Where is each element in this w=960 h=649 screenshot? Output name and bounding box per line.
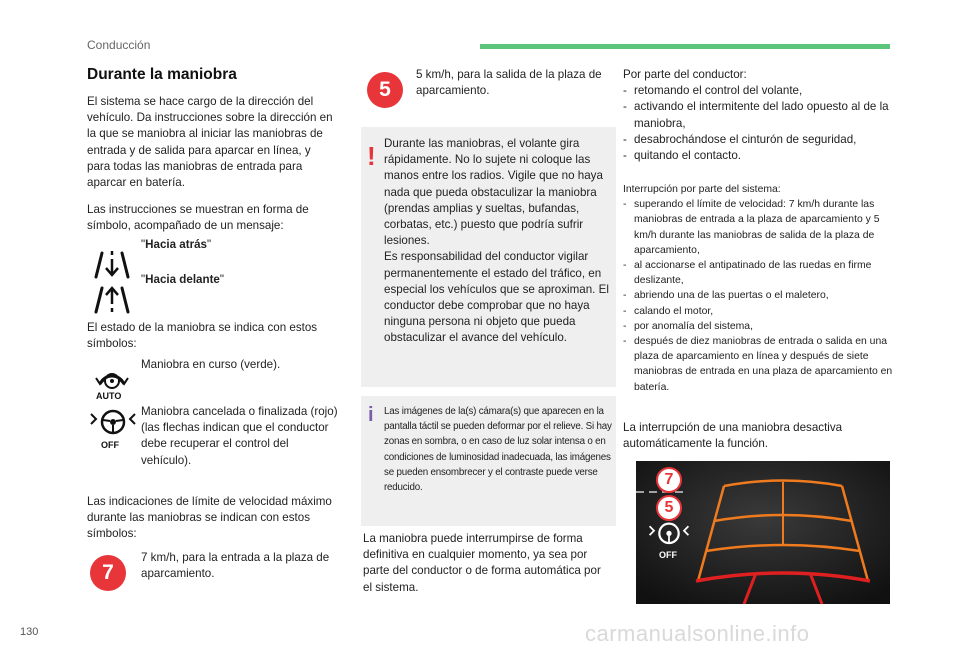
speed-5-text: 5 km/h, para la salida de la plaza de aparcamiento. — [416, 68, 602, 98]
driver-interruption — [623, 67, 895, 164]
list-item: - calando el motor, — [623, 304, 895, 319]
section-label: Conducción — [87, 38, 151, 52]
list-item: - quitando el contacto. — [623, 148, 895, 164]
speed-7-badge: 7 — [90, 555, 126, 591]
watermark: carmanualsonline.info — [585, 621, 810, 646]
page-number: 130 — [20, 626, 39, 638]
list-item: - abriendo una de las puertas o el maletero, — [623, 288, 895, 303]
auto-label: AUTO — [96, 391, 122, 401]
speed-paragraph: Las indicaciones de límite de velocidad máximo durante las maniobras se indican con estos símbolos: — [87, 495, 332, 541]
list-item: - superando el límite de velocidad: 7 km/h durante las maniobras de entrada a la plaza de aparcamiento y 5 km/h durante las maniobras de salida de la plaza de aparcamiento, — [623, 197, 895, 258]
list-item: - retomando el control del volante, — [623, 83, 895, 99]
list-item: - por anomalía del sistema, — [623, 319, 895, 334]
section-bar — [480, 44, 890, 49]
warning-text: Durante las maniobras, el volante gira rápidamente. No lo sujete ni coloque las manos entre los radios. Vigile que no haya nada que pueda obstaculizar la maniobra (prendas amplias y sueltas, bufandas, corbatas, etc.) puesto que podría sufrir lesiones. Es responsabilidad del conductor vigilar permanentemente el estado del tráfico, en especial los vehículos que se aproximan. El conductor debe comprobar que no haya ninguna persona ni objeto que pueda obstaculizar el avance del vehículo. — [384, 137, 609, 345]
list-item: - activando el intermitente del lado opuesto al de la maniobra, — [623, 99, 895, 131]
final-paragraph: La interrupción de una maniobra desactiva automáticamente la función. — [623, 421, 843, 451]
speed-5-badge: 5 — [367, 72, 403, 108]
status-red-text: Maniobra cancelada o finalizada (rojo) (las flechas indican que el conductor debe recuperar el control del vehículo). — [141, 405, 338, 467]
forward-arrow-icon — [90, 282, 134, 316]
list-item: - después de diez maniobras de entrada o salida en una plaza de aparcamiento en línea y después de siete maniobras de entrada en una plaza de aparcamiento en batería. — [623, 334, 895, 395]
speed-7-text: 7 km/h, para la entrada a la plaza de aparcamiento. — [141, 551, 330, 581]
driver-list — [623, 83, 895, 164]
system-interruption — [623, 182, 895, 395]
camera-speed-5-badge: 5 — [656, 495, 682, 521]
camera-speed-7-badge: 7 — [656, 467, 682, 493]
camera-steering-off-icon — [648, 521, 690, 551]
camera-screen-illustration — [636, 461, 890, 604]
info-icon: i — [368, 404, 374, 426]
driver-title: Por parte del conductor: — [623, 68, 747, 81]
steering-off-icon — [90, 408, 136, 442]
list-item: - al accionarse el antipatinado de las ruedas en firme deslizante, — [623, 258, 895, 288]
message-reverse: "Hacia atrás" — [141, 238, 212, 251]
reverse-arrow-icon — [90, 247, 134, 281]
status-green-text: Maniobra en curso (verde). — [141, 358, 281, 371]
list-item: - desabrochándose el cinturón de seguridad, — [623, 132, 895, 148]
system-title: Interrupción por parte del sistema: — [623, 184, 781, 195]
message-forward: "Hacia delante" — [141, 273, 224, 286]
intro-paragraph: El sistema se hace cargo de la dirección del vehículo. Da instrucciones sobre la dirección en la que se maniobra al iniciar las maniobras de entrada y de salida para aparcar en línea, y para todas las maniobras de entrada para aparcar en batería. — [87, 95, 333, 190]
warning-icon: ! — [367, 141, 376, 171]
info-text: Las imágenes de la(s) cámara(s) que aparecen en la pantalla táctil se pueden deformar por el relieve. Si hay zonas en sombra, o en caso de luz solar intensa o en condiciones de luminosidad inadecuada, las imágenes se pueden ensombrecer y el contraste puede verse reducido. — [384, 406, 612, 494]
off-label: OFF — [101, 440, 119, 450]
interruption-paragraph: La maniobra puede interrumpirse de forma definitiva en cualquier momento, ya sea por parte del conductor o de forma automática por el sistema. — [363, 532, 601, 594]
status-paragraph: El estado de la maniobra se indica con estos símbolos: — [87, 321, 318, 351]
camera-off-label: OFF — [659, 550, 677, 560]
system-list — [623, 197, 895, 395]
section-title: Durante la maniobra — [87, 66, 237, 83]
instructions-paragraph: Las instrucciones se muestran en forma de símbolo, acompañado de un mensaje: — [87, 203, 309, 233]
